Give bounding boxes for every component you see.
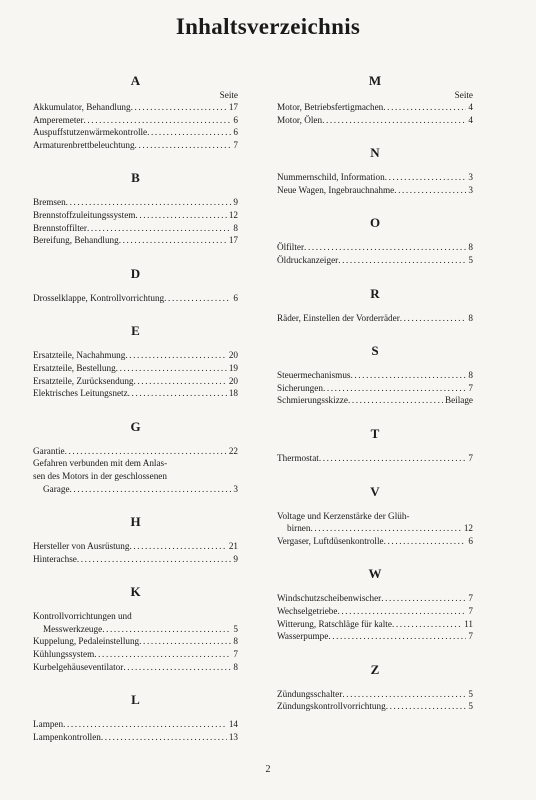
index-entry: [277, 605, 473, 618]
entry-text-line: Kontrollvorrichtungen und: [33, 611, 132, 622]
entry-text: Sicherungen: [277, 382, 323, 393]
leader-dots: [65, 445, 227, 458]
index-entry: [277, 369, 473, 382]
index-entry: [33, 457, 238, 495]
entry-text: Motor, Betriebsfertigmachen: [277, 102, 384, 112]
index-section-w: [277, 565, 473, 660]
section-letter: M: [368, 73, 382, 88]
entry-text-line: Voltage und Kerzenstärke der Glüh-: [277, 510, 410, 521]
index-section-k: [33, 583, 238, 691]
index-entry: [33, 445, 238, 458]
index-column-left: [33, 72, 238, 761]
entry-text-line: birnen: [287, 523, 311, 534]
leader-dots: [87, 222, 231, 235]
entry-text: Elektrisches Leitungsnetz: [33, 388, 128, 399]
leader-dots: [94, 648, 231, 661]
entry-text: Lampen: [33, 719, 64, 730]
entry-page: 14: [228, 719, 238, 730]
index-entry: [277, 630, 473, 643]
section-letter: D: [130, 265, 141, 281]
index-entry: [33, 234, 238, 247]
section-letter: V: [370, 483, 380, 499]
entry-page: 7: [468, 382, 473, 393]
leader-dots: [164, 292, 231, 305]
leader-dots: [337, 605, 466, 618]
index-entry: [277, 241, 473, 254]
leader-dots: [123, 661, 231, 674]
leader-dots: [116, 362, 227, 375]
index-entry: [277, 184, 473, 197]
entry-text: Schmierungsskizze: [277, 395, 348, 406]
entry-page: 9: [233, 197, 238, 208]
index-section-n: [277, 144, 473, 214]
entry-page: 17: [228, 235, 238, 246]
index-entry: [277, 101, 473, 114]
entry-text: Öldruckanzeiger: [277, 254, 339, 265]
entry-page: 3: [468, 172, 473, 183]
index-entry: [33, 661, 238, 674]
entry-page: 6: [468, 535, 473, 546]
leader-dots: [147, 126, 231, 139]
entry-text: Wechselgetriebe: [277, 605, 338, 616]
index-section-m: [277, 72, 473, 144]
entry-text: Nummernschild, Information: [277, 172, 385, 183]
entry-text: Zündungsschalter: [277, 688, 343, 699]
section-letter: K: [130, 584, 141, 600]
entry-text: Kühlungssystem: [33, 649, 95, 660]
entry-text: Bereifung, Behandlung: [33, 235, 119, 246]
entry-page: 7: [233, 649, 238, 660]
index-entry: [33, 553, 238, 566]
index-entry: [277, 688, 473, 701]
index-entry: [277, 312, 473, 325]
entry-page: 3: [233, 483, 238, 494]
leader-dots: [129, 540, 226, 553]
entry-page: 6: [233, 127, 238, 138]
entry-page: 5: [468, 688, 473, 699]
entry-page: 11: [464, 618, 473, 629]
index-entry: [33, 114, 238, 127]
index-entry: [33, 126, 238, 139]
entry-page: 9: [233, 553, 238, 564]
index-section-r: [277, 285, 473, 343]
section-letter: W: [368, 566, 382, 582]
index-entry: [33, 349, 238, 362]
section-letter: H: [130, 514, 141, 530]
entry-page: 20: [228, 350, 238, 361]
section-letter: B: [131, 170, 140, 186]
entry-page: 20: [228, 375, 238, 386]
entry-page: 21: [228, 541, 238, 552]
section-letter: L: [131, 692, 140, 708]
leader-dots: [119, 234, 227, 247]
entry-page: 22: [228, 445, 238, 456]
index-section-d: [33, 265, 238, 323]
leader-dots: [304, 241, 466, 254]
entry-text: Lampenkontrollen: [33, 731, 101, 742]
entry-page: 5: [468, 701, 473, 712]
leader-dots: [348, 394, 443, 407]
index-section-g: [33, 418, 238, 513]
entry-page: 4: [468, 114, 473, 125]
index-entry: [277, 394, 473, 407]
section-letter: T: [370, 425, 380, 441]
leader-dots: [338, 254, 466, 267]
leader-dots: [125, 349, 226, 362]
leader-dots: [101, 731, 227, 744]
leader-dots: [84, 114, 232, 127]
leader-dots: [342, 688, 466, 701]
leader-dots: [310, 522, 461, 535]
entry-text: Armaturenbrettbeleuchtung: [33, 139, 135, 150]
leader-dots: [63, 718, 227, 731]
index-section-b: [33, 169, 238, 264]
index-section-e: [33, 322, 238, 417]
leader-dots: [135, 139, 232, 152]
entry-page: 18: [228, 388, 238, 399]
index-entry: [33, 731, 238, 744]
entry-text-line: sen des Motors in der geschlossenen: [33, 470, 167, 481]
entry-text: Kurbelgehäuseventilator: [33, 661, 124, 672]
entry-text: Hersteller von Ausrüstung: [33, 541, 130, 552]
index-section-t: [277, 425, 473, 483]
entry-page: 7: [468, 631, 473, 642]
entry-page: 12: [463, 523, 473, 534]
index-column-right: [277, 72, 473, 731]
entry-text-line: Garage: [43, 483, 70, 494]
leader-dots: [386, 700, 467, 713]
leader-dots: [322, 114, 466, 127]
entry-page: 8: [468, 242, 473, 253]
entry-page: 7: [468, 452, 473, 463]
index-section-v: [277, 483, 473, 566]
entry-text: Windschutzscheibenwischer: [277, 593, 382, 604]
index-entry: [33, 375, 238, 388]
entry-text-line: Gefahren verbunden mit dem Anlas-: [33, 458, 168, 469]
index-entry: [33, 610, 238, 635]
page-number: 2: [265, 764, 271, 775]
entry-text: Räder, Einstellen der Vorderräder: [277, 312, 400, 323]
entry-page: 8: [468, 370, 473, 381]
leader-dots: [400, 312, 467, 325]
entry-text: Auspuffstutzenwärmekontrolle: [33, 127, 148, 138]
index-entry: [33, 222, 238, 235]
entry-page: 19: [228, 362, 238, 373]
index-entry: [33, 635, 238, 648]
index-entry: [277, 382, 473, 395]
section-letter: A: [130, 73, 141, 88]
page-column-label: Seite: [219, 90, 238, 100]
index-section-l: [33, 691, 238, 761]
entry-text: Brennstoffilter: [33, 222, 87, 233]
entry-text: Zündungskontrollvorrichtung: [277, 701, 386, 712]
index-entry: [277, 535, 473, 548]
index-entry: [33, 362, 238, 375]
entry-page: Beilage: [444, 395, 473, 406]
leader-dots: [394, 184, 466, 197]
index-entry: [33, 387, 238, 400]
leader-dots: [328, 630, 466, 643]
index-entry: [277, 452, 473, 465]
entry-text: Witterung, Ratschläge für kalte: [277, 618, 392, 629]
entry-page: 13: [228, 731, 238, 742]
entry-page: 7: [468, 593, 473, 604]
index-entry: [33, 196, 238, 209]
entry-text: Amperemeter: [33, 114, 84, 125]
entry-text: Drosselklappe, Kontrollvorrichtung: [33, 292, 165, 303]
leader-dots: [385, 171, 467, 184]
index-entry: [277, 171, 473, 184]
index-section-s: [277, 342, 473, 425]
entry-text-line: Messwerkzeuge: [43, 623, 103, 634]
page-column-label: Seite: [454, 90, 473, 100]
entry-text: Kuppelung, Pedaleinstellung: [33, 636, 140, 647]
entry-text: Brennstoffzuleitungssystem: [33, 209, 136, 220]
index-entry: [33, 718, 238, 731]
entry-page: 8: [468, 312, 473, 323]
index-entry: [33, 540, 238, 553]
leader-dots: [381, 592, 466, 605]
leader-dots: [350, 369, 466, 382]
leader-dots: [131, 101, 227, 114]
entry-text: Ölfilter: [277, 242, 305, 253]
entry-page: 6: [233, 114, 238, 125]
index-entry: [277, 592, 473, 605]
leader-dots: [319, 452, 467, 465]
entry-page: 5: [233, 623, 238, 634]
entry-page: 7: [233, 139, 238, 150]
index-entry: [33, 292, 238, 305]
entry-text: Ersatzteile, Zurücksendung: [33, 375, 134, 386]
entry-page: 8: [233, 661, 238, 672]
index-entry: [277, 114, 473, 127]
entry-page: 17: [228, 102, 238, 112]
section-letter: S: [371, 343, 379, 359]
leader-dots: [392, 618, 462, 631]
entry-text: Akkumulator, Behandlung: [33, 102, 131, 112]
entry-text: Ersatzteile, Nachahmung: [33, 350, 126, 361]
index-entry: [277, 510, 473, 535]
leader-dots: [66, 196, 232, 209]
leader-dots: [134, 375, 227, 388]
entry-page: 6: [233, 292, 238, 303]
entry-text: Thermostat: [277, 452, 319, 463]
entry-page: 3: [468, 184, 473, 195]
leader-dots: [77, 553, 232, 566]
entry-text: Neue Wagen, Ingebrauchnahme: [277, 184, 395, 195]
index-entry: [33, 648, 238, 661]
section-letter: Z: [370, 661, 380, 677]
entry-text: Hinterachse: [33, 553, 77, 564]
entry-page: 4: [468, 102, 473, 112]
index-entry: [277, 700, 473, 713]
index-entry: [277, 254, 473, 267]
section-letter: O: [369, 215, 381, 231]
entry-page: 12: [228, 209, 238, 220]
leader-dots: [70, 483, 232, 496]
leader-dots: [135, 209, 226, 222]
entry-text: Vergaser, Luftdüsenkontrolle: [277, 535, 384, 546]
entry-page: 8: [233, 636, 238, 647]
index-section-o: [277, 214, 473, 284]
leader-dots: [102, 623, 231, 636]
index-entry: [277, 618, 473, 631]
index-section-h: [33, 513, 238, 583]
section-letter: E: [131, 323, 140, 339]
entry-text: Wasserpumpe: [277, 631, 329, 642]
leader-dots: [139, 635, 231, 648]
section-letter: G: [130, 418, 141, 434]
index-section-z: [277, 661, 473, 731]
section-letter: R: [370, 285, 380, 301]
entry-text: Bremsen: [33, 197, 66, 208]
leader-dots: [323, 382, 466, 395]
index-entry: [33, 139, 238, 152]
index-entry: [33, 209, 238, 222]
entry-text: Ersatzteile, Bestellung: [33, 362, 116, 373]
page-title: Inhaltsverzeichnis: [175, 14, 361, 39]
entry-text: Garantie: [33, 445, 65, 456]
leader-dots: [128, 387, 227, 400]
entry-page: 5: [468, 254, 473, 265]
index-entry: [33, 101, 238, 114]
entry-page: 8: [233, 222, 238, 233]
index-section-a: [33, 72, 238, 169]
leader-dots: [383, 101, 466, 114]
entry-page: 7: [468, 605, 473, 616]
entry-text: Motor, Ölen: [277, 114, 323, 125]
entry-text: Steuermechanismus: [277, 370, 351, 381]
leader-dots: [384, 535, 467, 548]
section-letter: N: [370, 145, 380, 161]
